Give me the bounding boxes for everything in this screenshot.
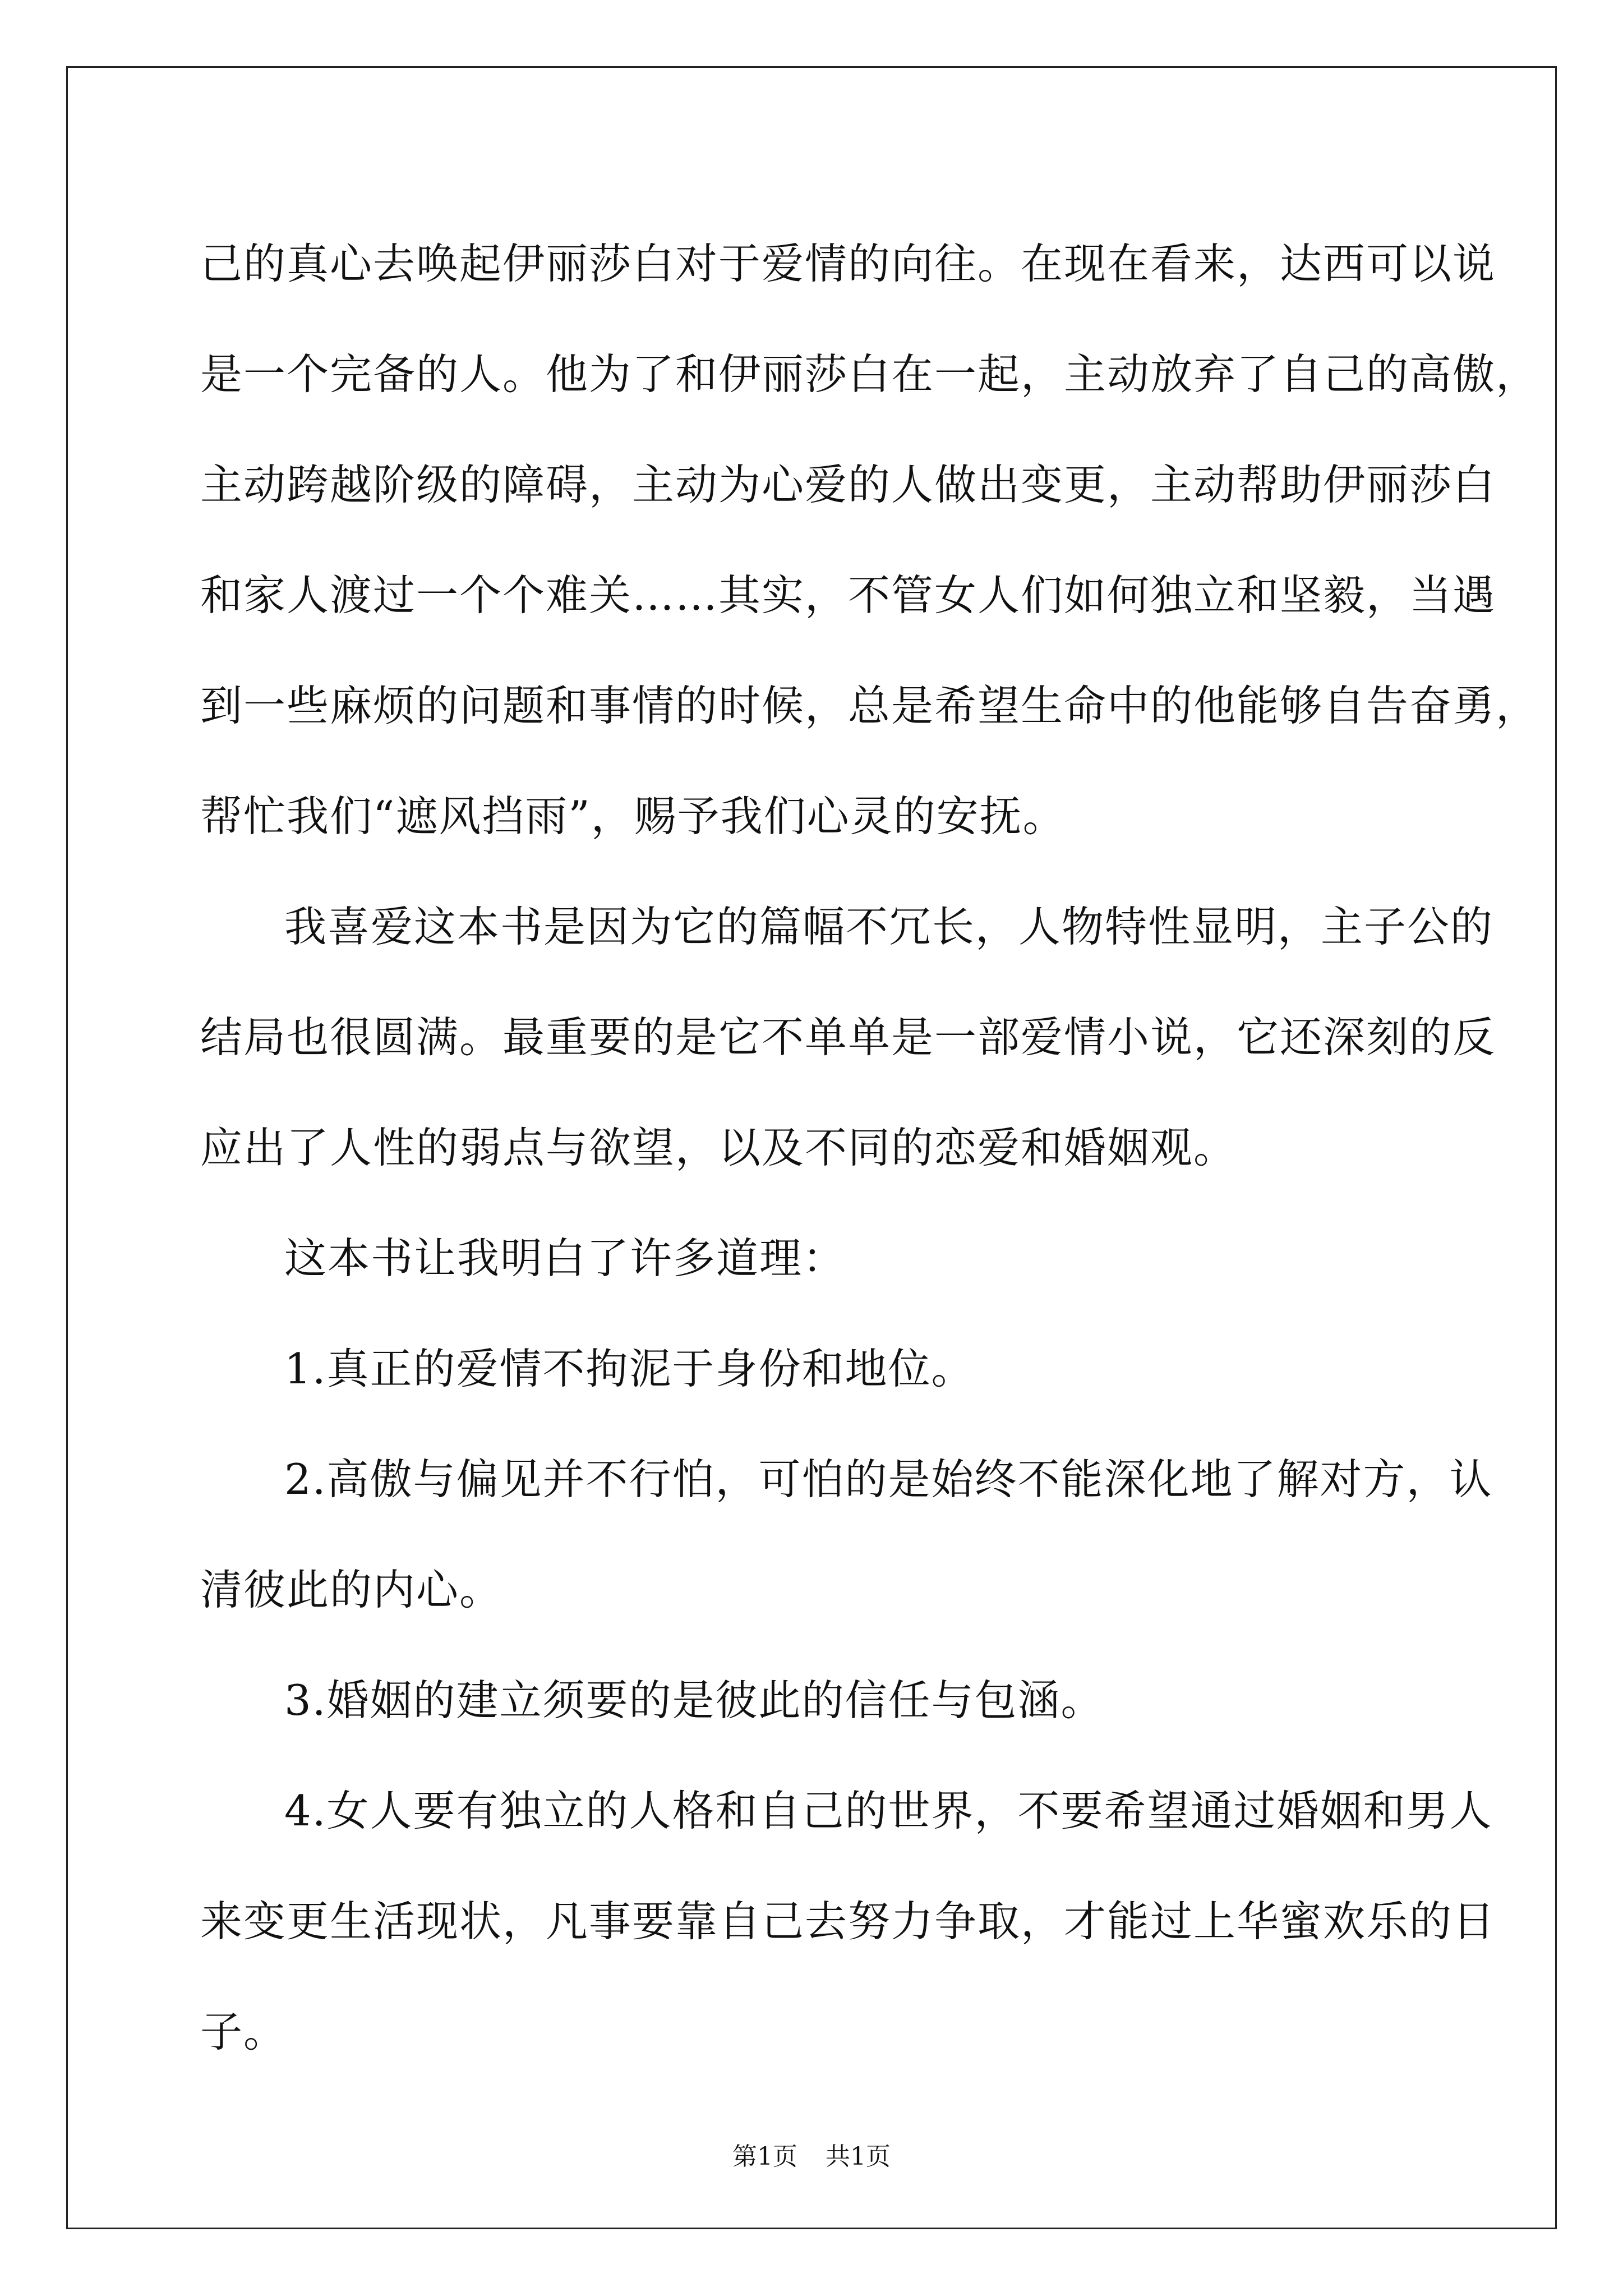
list-item-1: 1.真正的爱情不拘泥于身份和地位。 [284, 1344, 975, 1393]
text-line: 是一个完备的人。他为了和伊丽莎白在一起，主动放弃了自己的高傲， [200, 349, 1539, 399]
list-item-4: 4.女人要有独立的人格和自己的世界，不要希望通过婚姻和男人 [284, 1786, 1493, 1835]
paragraph-first-line: 这本书让我明白了许多道理： [284, 1234, 846, 1283]
list-item-3: 3.婚姻的建立须要的是彼此的信任与包涵。 [284, 1676, 1104, 1725]
document-body [200, 209, 1539, 2087]
text-line: 帮忙我们“遮风挡雨”，赐予我们心灵的安抚。 [200, 792, 1066, 841]
page-number: 第1页 [732, 2142, 797, 2171]
text-line: 结局也很圆满。最重要的是它不单单是一部爱情小说，它还深刻的反 [200, 1013, 1496, 1062]
page-footer [0, 2140, 1623, 2174]
paragraph-first-line: 我喜爱这本书是因为它的篇幅不冗长，人物特性显明，主子公的 [284, 902, 1494, 951]
text-line: 主动跨越阶级的障碍，主动为心爱的人做出变更，主动帮助伊丽莎白 [200, 460, 1496, 509]
text-line: 来变更生活现状，凡事要靠自己去努力争取，才能过上华蜜欢乐的日 [200, 1897, 1496, 1946]
text-line: 应出了人性的弱点与欲望，以及不同的恋爱和婚姻观。 [200, 1123, 1237, 1172]
text-line: 清彼此的内心。 [200, 1565, 503, 1614]
text-line: 到一些麻烦的问题和事情的时候，总是希望生命中的他能够自告奋勇， [200, 681, 1539, 730]
page-total: 共1页 [826, 2142, 891, 2171]
text-line: 和家人渡过一个个难关……其实，不管女人们如何独立和坚毅，当遇 [200, 570, 1496, 620]
text-line: 子。 [200, 2007, 287, 2056]
list-item-2: 2.高傲与偏见并不行怕，可怕的是始终不能深化地了解对方，认 [284, 1455, 1493, 1504]
text-line: 己的真心去唤起伊丽莎白对于爱情的向往。在现在看来，达西可以说 [200, 239, 1496, 288]
